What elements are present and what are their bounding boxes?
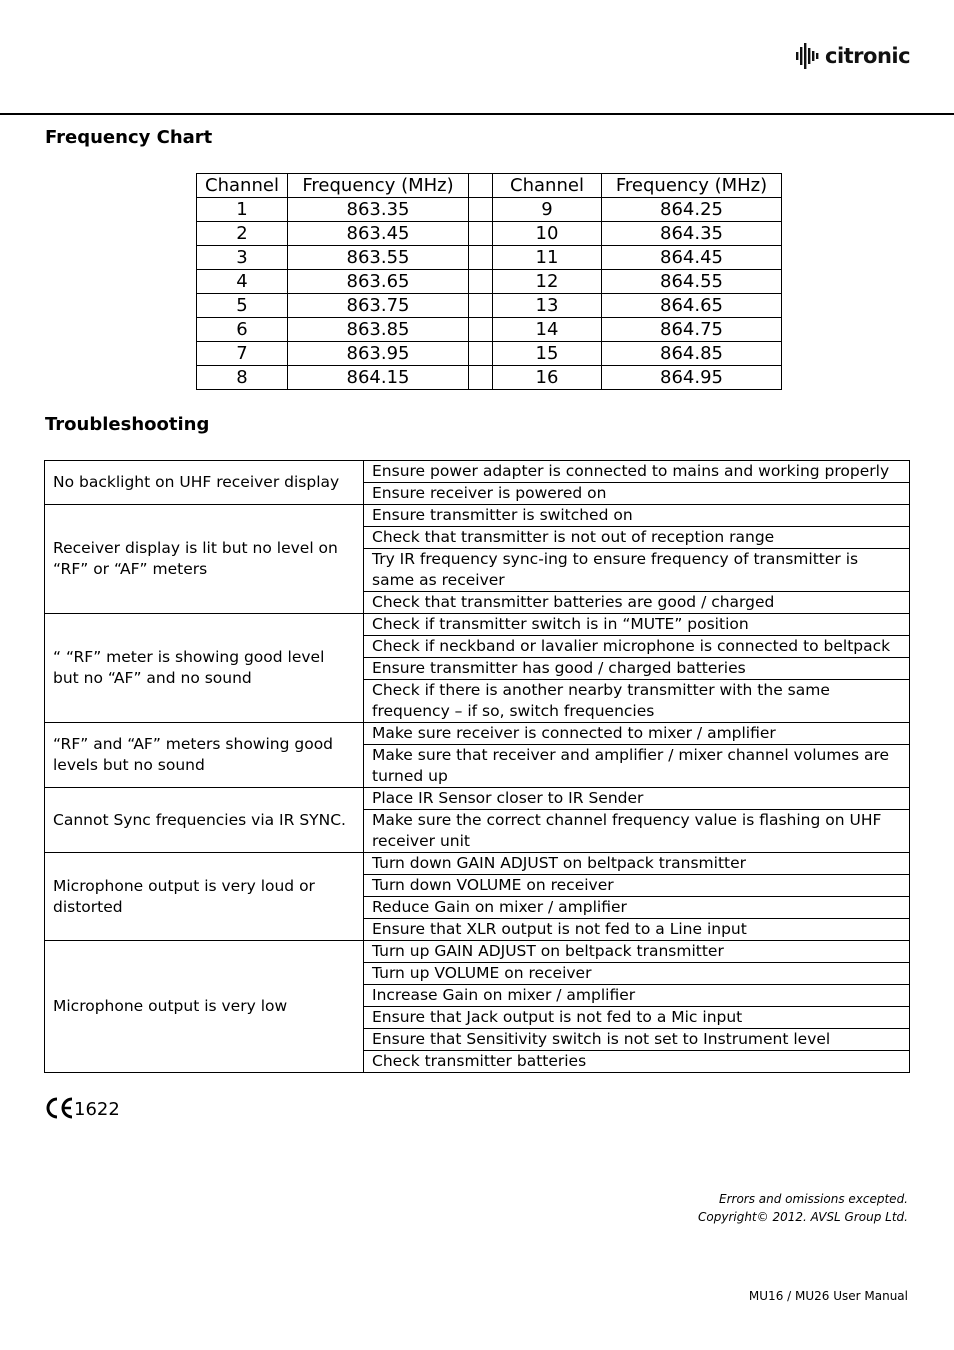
frequency-cell: 864.65 <box>602 294 782 318</box>
column-gap <box>469 342 493 366</box>
solution-cell: Try IR frequency sync-ing to ensure frequency of transmitter is same as receiver <box>364 549 910 592</box>
column-gap <box>469 198 493 222</box>
problem-cell: No backlight on UHF receiver display <box>45 461 364 505</box>
troubleshooting-row <box>45 723 910 745</box>
frequency-header: Frequency (MHz) <box>288 174 469 198</box>
column-gap <box>469 174 493 198</box>
brand-name: citronic <box>825 44 911 68</box>
solution-cell: Make sure that receiver and amplifier / mixer channel volumes are turned up <box>364 745 910 788</box>
troubleshooting-row <box>45 788 910 810</box>
frequency-cell: 863.55 <box>288 246 469 270</box>
troubleshooting-row <box>45 461 910 483</box>
solution-cell: Ensure transmitter is switched on <box>364 505 910 527</box>
ce-marking <box>45 1096 120 1120</box>
channel-cell: 9 <box>493 198 602 222</box>
frequency-cell: 864.15 <box>288 366 469 390</box>
solution-cell: Ensure receiver is powered on <box>364 483 910 505</box>
ce-number: 1622 <box>74 1099 120 1120</box>
column-gap <box>469 222 493 246</box>
solution-cell: Check if transmitter switch is in “MUTE” position <box>364 614 910 636</box>
solution-cell: Make sure receiver is connected to mixer / amplifier <box>364 723 910 745</box>
manual-title: MU16 / MU26 User Manual <box>748 1289 908 1303</box>
frequency-cell: 863.65 <box>288 270 469 294</box>
solution-cell: Increase Gain on mixer / amplifier <box>364 985 910 1007</box>
column-gap <box>469 270 493 294</box>
solution-cell: Check if there is another nearby transmitter with the same frequency – if so, switch frequencies <box>364 680 910 723</box>
troubleshooting-row <box>45 614 910 636</box>
column-gap <box>469 366 493 390</box>
solution-cell: Ensure that Jack output is not fed to a Mic input <box>364 1007 910 1029</box>
problem-cell: Microphone output is very low <box>45 941 364 1073</box>
solution-cell: Check that transmitter is not out of reception range <box>364 527 910 549</box>
solution-cell: Make sure the correct channel frequency value is flashing on UHF receiver unit <box>364 810 910 853</box>
channel-cell: 1 <box>197 198 288 222</box>
citronic-logo <box>796 41 910 71</box>
solution-cell: Reduce Gain on mixer / amplifier <box>364 897 910 919</box>
problem-cell: “ “RF” meter is showing good level but no “AF” and no sound <box>45 614 364 723</box>
solution-cell: Check that transmitter batteries are good / charged <box>364 592 910 614</box>
frequency-cell: 863.95 <box>288 342 469 366</box>
frequency-cell: 864.35 <box>602 222 782 246</box>
frequency-header-row <box>197 174 782 198</box>
frequency-row <box>197 246 782 270</box>
frequency-cell: 863.45 <box>288 222 469 246</box>
frequency-cell: 864.55 <box>602 270 782 294</box>
column-gap <box>469 246 493 270</box>
solution-cell: Ensure power adapter is connected to mains and working properly <box>364 461 910 483</box>
frequency-cell: 863.35 <box>288 198 469 222</box>
channel-cell: 13 <box>493 294 602 318</box>
frequency-cell: 864.95 <box>602 366 782 390</box>
channel-cell: 11 <box>493 246 602 270</box>
frequency-row <box>197 366 782 390</box>
solution-cell: Turn up VOLUME on receiver <box>364 963 910 985</box>
solution-cell: Place IR Sensor closer to IR Sender <box>364 788 910 810</box>
channel-cell: 6 <box>197 318 288 342</box>
channel-header: Channel <box>197 174 288 198</box>
troubleshooting-row <box>45 505 910 527</box>
channel-cell: 12 <box>493 270 602 294</box>
troubleshooting-table <box>44 460 910 1073</box>
channel-cell: 4 <box>197 270 288 294</box>
frequency-row <box>197 294 782 318</box>
channel-cell: 8 <box>197 366 288 390</box>
channel-cell: 5 <box>197 294 288 318</box>
channel-cell: 3 <box>197 246 288 270</box>
disclaimer-text: Errors and omissions excepted. <box>719 1192 908 1206</box>
copyright-text: Copyright© 2012. AVSL Group Ltd. <box>698 1210 908 1224</box>
solution-cell: Check transmitter batteries <box>364 1051 910 1073</box>
ce-mark-icon <box>45 1096 75 1120</box>
header-divider <box>0 113 954 115</box>
column-gap <box>469 318 493 342</box>
troubleshooting-heading: Troubleshooting <box>45 414 210 435</box>
frequency-row <box>197 342 782 366</box>
solution-cell: Ensure that XLR output is not fed to a Line input <box>364 919 910 941</box>
channel-cell: 10 <box>493 222 602 246</box>
problem-cell: Cannot Sync frequencies via IR SYNC. <box>45 788 364 853</box>
frequency-cell: 864.85 <box>602 342 782 366</box>
solution-cell: Turn up GAIN ADJUST on beltpack transmitter <box>364 941 910 963</box>
frequency-cell: 864.45 <box>602 246 782 270</box>
channel-cell: 7 <box>197 342 288 366</box>
column-gap <box>469 294 493 318</box>
problem-cell: “RF” and “AF” meters showing good levels but no sound <box>45 723 364 788</box>
channel-cell: 16 <box>493 366 602 390</box>
channel-cell: 15 <box>493 342 602 366</box>
solution-cell: Check if neckband or lavalier microphone is connected to beltpack <box>364 636 910 658</box>
frequency-row <box>197 222 782 246</box>
troubleshooting-row <box>45 941 910 963</box>
channel-header: Channel <box>493 174 602 198</box>
frequency-table <box>196 173 782 390</box>
solution-cell: Turn down VOLUME on receiver <box>364 875 910 897</box>
channel-cell: 14 <box>493 318 602 342</box>
frequency-cell: 864.75 <box>602 318 782 342</box>
channel-cell: 2 <box>197 222 288 246</box>
frequency-cell: 864.25 <box>602 198 782 222</box>
solution-cell: Ensure that Sensitivity switch is not set to Instrument level <box>364 1029 910 1051</box>
frequency-header: Frequency (MHz) <box>602 174 782 198</box>
problem-cell: Microphone output is very loud or distorted <box>45 853 364 941</box>
frequency-cell: 863.75 <box>288 294 469 318</box>
soundwave-icon <box>796 43 820 69</box>
frequency-row <box>197 318 782 342</box>
problem-cell: Receiver display is lit but no level on “RF” or “AF” meters <box>45 505 364 614</box>
frequency-row <box>197 198 782 222</box>
solution-cell: Turn down GAIN ADJUST on beltpack transmitter <box>364 853 910 875</box>
frequency-chart-heading: Frequency Chart <box>45 127 213 148</box>
frequency-cell: 863.85 <box>288 318 469 342</box>
troubleshooting-row <box>45 853 910 875</box>
solution-cell: Ensure transmitter has good / charged batteries <box>364 658 910 680</box>
frequency-row <box>197 270 782 294</box>
